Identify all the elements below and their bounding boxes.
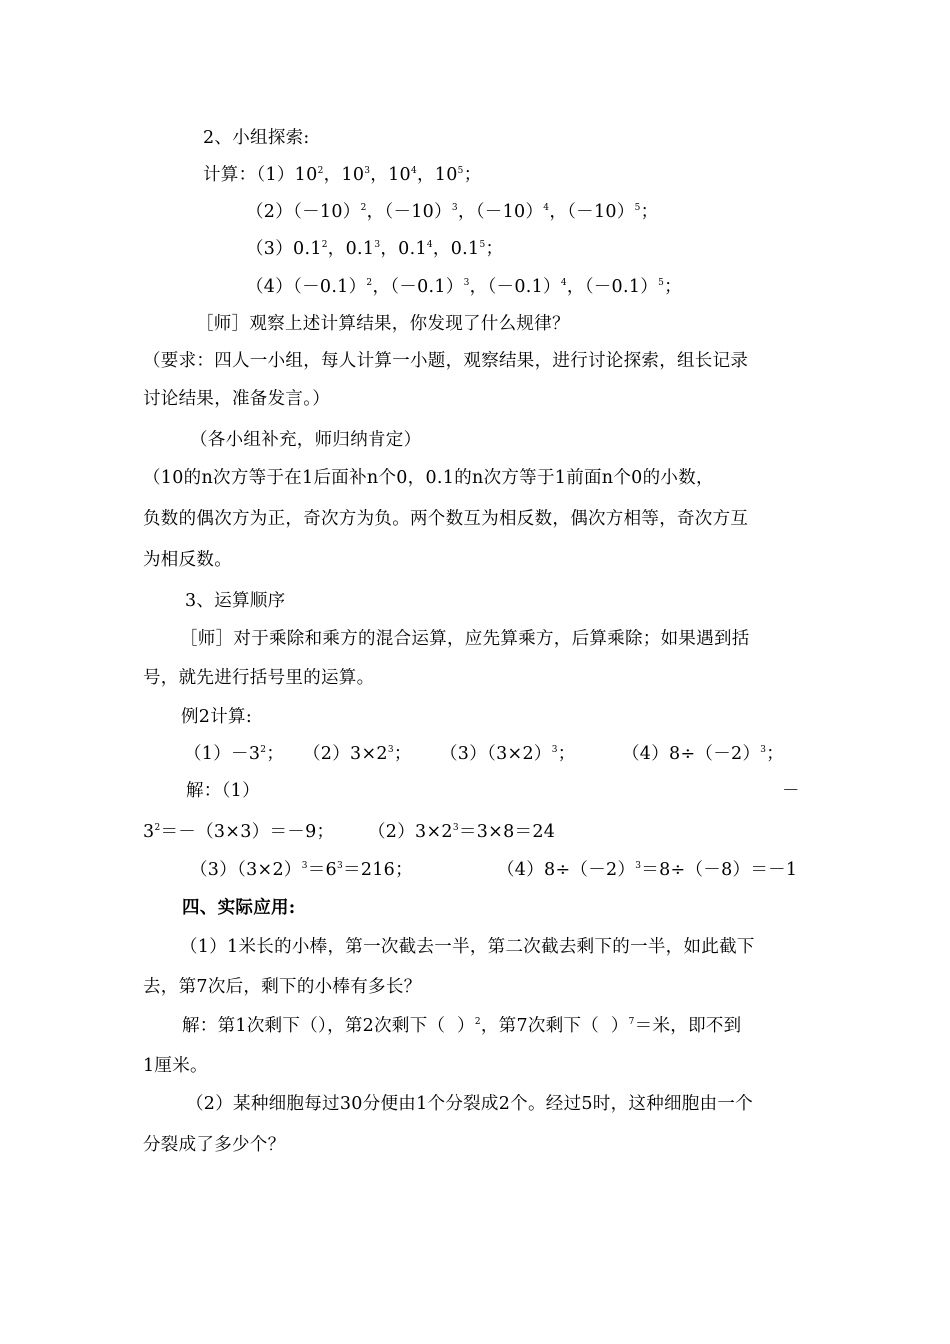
exponent: 3: [760, 745, 767, 755]
solution-label: 解：（1）: [186, 781, 260, 801]
term: ；: [766, 744, 785, 764]
solution-line-3: [190, 858, 413, 882]
term: ，0.1: [380, 239, 427, 259]
term: （3）（3×2）: [440, 744, 552, 764]
term: ；: [664, 277, 682, 297]
solution-dash: －: [782, 781, 800, 801]
term: ，（－10）: [549, 202, 635, 222]
term: （4）（－0.1）: [246, 277, 367, 297]
term: ＝6: [307, 860, 337, 880]
term: 解：第1次剩下（），第2次剩下（ ）: [182, 1016, 475, 1036]
term: （2）3×2: [368, 822, 453, 842]
term: ，10: [370, 165, 411, 185]
exponent: 4: [543, 203, 550, 213]
conclusion-line-1: （10的n次方等于在1后面补n个0，0.1的n次方等于1前面n个0的小数，: [143, 468, 714, 488]
term: （2）（－10）: [246, 202, 361, 222]
calc-row-4: [246, 275, 682, 299]
calc-row-2: [246, 200, 658, 224]
term: ，0.1: [327, 239, 375, 259]
exponent: 3: [301, 861, 308, 871]
question2-line-2: 分裂成了多少个？: [143, 1135, 286, 1155]
term: ，（－10）: [366, 202, 452, 222]
term: ；: [463, 165, 482, 185]
term: ＝8÷（－8）＝－1: [641, 860, 798, 880]
example-item-3: [440, 742, 576, 766]
exponent: 5: [457, 166, 464, 176]
exponent: 2: [360, 203, 367, 213]
exponent: 5: [479, 240, 486, 250]
term: ，（－10）: [457, 202, 544, 222]
example-title: 例2计算:: [181, 707, 253, 727]
term: （3）0.1: [246, 239, 322, 259]
term: ；: [485, 239, 504, 259]
term: ；: [557, 744, 576, 764]
exponent: 3: [463, 278, 470, 288]
exponent: 4: [410, 166, 417, 176]
term: ＝－（3×3）＝－9；: [160, 822, 335, 842]
exponent: 4: [426, 240, 433, 250]
exponent: 2: [321, 240, 328, 250]
term: （4）8÷（－2）: [497, 860, 636, 880]
example-item-1: [184, 742, 284, 766]
question1-line-1: （1）1米长的小棒，第一次截去一半，第二次截去剩下的一半，如此截下: [180, 937, 755, 957]
term: ，（－0.1）: [469, 277, 561, 297]
term: ，10: [323, 165, 365, 185]
teacher-question: ［师］观察上述计算结果，你发现了什么规律？: [196, 314, 570, 334]
conclusion-line-2: 负数的偶次方为正，奇次方为负。两个数互为相反数，偶次方相等，奇次方互: [143, 509, 749, 529]
calc-row-1: [203, 163, 482, 187]
term: ，第7次剩下（ ）: [480, 1016, 629, 1036]
exponent: 3: [387, 745, 394, 755]
exponent: 2: [317, 166, 324, 176]
solution-line-2: [368, 820, 555, 844]
term: （3）（3×2）: [190, 860, 302, 880]
calc-label: 计算：（1）10: [203, 165, 318, 185]
exponent: 3: [374, 240, 381, 250]
exponent: 2: [260, 745, 267, 755]
exponent: 3: [336, 861, 344, 871]
exponent: 2: [154, 823, 161, 833]
solution-line-4: [497, 858, 797, 882]
exponent: 3: [452, 823, 459, 833]
term: ；: [393, 744, 412, 764]
teacher-rule-line-1: ［师］对于乘除和乘方的混合运算，应先算乘方，后算乘除；如果遇到括: [180, 629, 750, 649]
exponent: 5: [658, 278, 665, 288]
term: （4）8÷（－2）: [622, 744, 761, 764]
term: ＝216；: [343, 860, 413, 880]
term: ＝3×8＝24: [458, 822, 556, 842]
exponent: 3: [451, 203, 458, 213]
term: （2）3×2: [303, 744, 388, 764]
question1-line-2: 去，第7次后，剩下的小棒有多长？: [143, 977, 422, 997]
exponent: 5: [634, 203, 641, 213]
exponent: 3: [551, 745, 558, 755]
solution-line-1: [143, 820, 334, 844]
requirement-line-2: 讨论结果，准备发言。）: [143, 389, 331, 409]
term: （1）－3: [184, 744, 261, 764]
term: ；: [266, 744, 285, 764]
section3-heading: 3、运算顺序: [185, 591, 286, 611]
conclusion-line-3: 为相反数。: [143, 550, 232, 570]
example-item-2: [303, 742, 412, 766]
exponent: 3: [364, 166, 371, 176]
exponent: 4: [560, 278, 567, 288]
supplement-note: （各小组补充，师归纳肯定）: [190, 430, 422, 450]
question2-line-1: （2）某种细胞每过30分便由1个分裂成2个。经过5时，这种细胞由一个: [186, 1094, 754, 1114]
exponent: 2: [474, 1017, 481, 1027]
section2-heading: 2、小组探索:: [203, 128, 310, 148]
answer1-line-2: 1厘米。: [143, 1056, 208, 1076]
calc-row-3: [246, 237, 503, 261]
term: ，（－0.1）: [372, 277, 464, 297]
example-item-4: [622, 742, 784, 766]
term: ，10: [417, 165, 458, 185]
exponent: 7: [628, 1017, 635, 1027]
exponent: 2: [366, 278, 373, 288]
term: ；: [640, 202, 659, 222]
answer1-line-1: [182, 1014, 741, 1038]
teacher-rule-line-2: 号，就先进行括号里的运算。: [143, 668, 375, 688]
term: 3: [143, 822, 155, 842]
requirement-line-1: （要求：四人一小组，每人计算一小题，观察结果，进行讨论探索，组长记录: [143, 351, 749, 371]
section4-heading: 四、实际应用:: [182, 898, 296, 918]
term: ，（－0.1）: [566, 277, 659, 297]
term: ＝米，即不到: [634, 1016, 742, 1036]
term: ，0.1: [432, 239, 480, 259]
exponent: 3: [635, 861, 642, 871]
